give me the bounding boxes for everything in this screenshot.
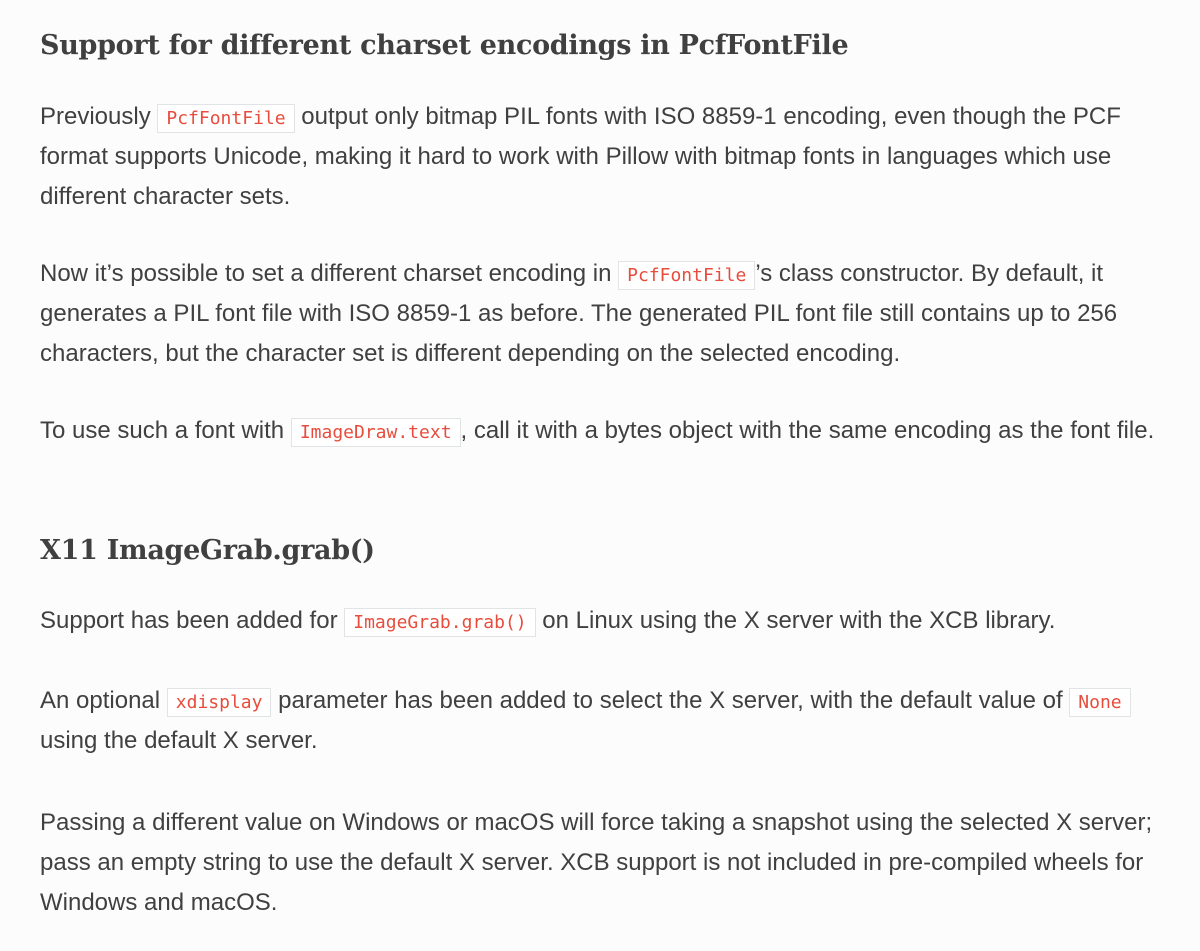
paragraph-x11-support [40, 601, 1055, 641]
text-run: To use such a font with [40, 417, 291, 444]
section-heading-pcf-charset: Support for different charset encodings in PcfFontFile [40, 30, 849, 61]
text-run: on Linux using the X server with the XCB library. [535, 607, 1056, 634]
text-run: , call it with a bytes object with the same encoding as the font file. [460, 417, 1155, 444]
paragraph-pcf-usage [40, 411, 1154, 451]
text-run: output only bitmap PIL fonts with ISO 8859-1 encoding, even though the PCF format supports Unicode, making it hard to work with Pillow with bitmap fonts in languages which use different character sets. [40, 103, 1121, 210]
text-run: An optional [40, 687, 167, 714]
paragraph-x11-platforms [40, 803, 1160, 923]
paragraph-pcf-now [40, 254, 1160, 374]
text-run: Now it’s possible to set a different charset encoding in [40, 260, 619, 287]
inline-code-none: None [1069, 688, 1130, 717]
text-run: ’s class constructor. By default, it generates a PIL font file with ISO 8859-1 as before. The generated PIL font file still contains up to 256 characters, but the character set is different depending on the selected encoding. [40, 260, 1118, 367]
text-run: parameter has been added to select the X server, with the default value of [271, 687, 1070, 714]
text-run: using the default X server. [40, 727, 318, 754]
text-run: Previously [40, 103, 158, 130]
paragraph-x11-xdisplay [40, 681, 1160, 761]
text-run: Passing a different value on Windows or macOS will force taking a snapshot using the selected X server; pass an empty string to use the default X server. XCB support is not included in pre-compiled wheels for Windows and macOS. [40, 809, 1153, 916]
inline-code-pcffontfile: PcfFontFile [157, 104, 294, 133]
section-heading-x11-imagegrab: X11 ImageGrab.grab() [40, 535, 375, 566]
inline-code-pcffontfile: PcfFontFile [618, 261, 755, 290]
paragraph-pcf-previous [40, 97, 1160, 217]
inline-code-imagedraw-text: ImageDraw.text [291, 418, 461, 447]
text-run: Support has been added for [40, 607, 345, 634]
inline-code-xdisplay: xdisplay [167, 688, 272, 717]
inline-code-imagegrab-grab: ImageGrab.grab() [344, 608, 535, 637]
